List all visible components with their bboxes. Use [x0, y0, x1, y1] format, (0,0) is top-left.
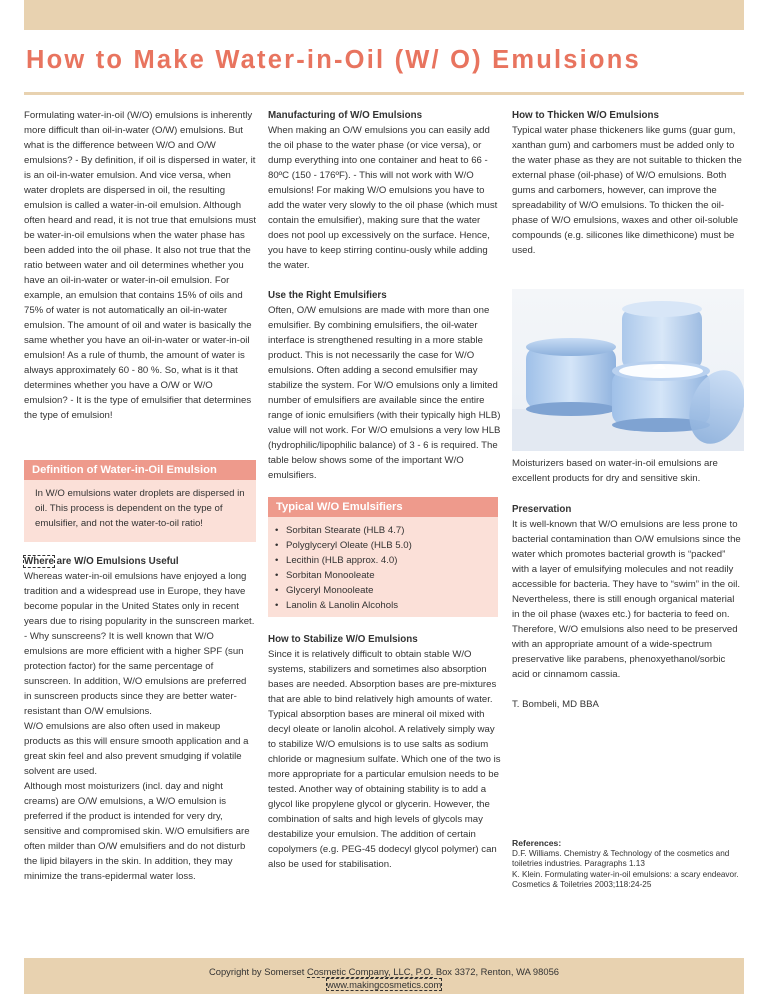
stabilize-text: Since it is relatively difficult to obtain stable W/O systems, stabilizers and sometimes also absorption bases are needed. Absorption bases are pre-mixtures that are able to bind relatively high amounts of water. Typical absorption bases are mineral oil mixed with decyl oleate or lanolin alcohol. A relatively simply way to stabilize W/O emulsions is to use salts as sodium chloride or magnesium sulfate. Which one of the two is more appropriate for a particular emulsion needs to be tested. Another way of obtaining stability is to add a glycol like propylene glycol or glycerin. However, the combination of salts and high levels of glycols may destabilize your emulsion. The addition of certain copolymers (e.g. PEG-45 dodecyl glycol polymer) can also be used for stabilisation.: [268, 649, 501, 870]
copyright-prefix: Copyright by Somerset: [208, 966, 307, 977]
useful-heading-word: Where: [24, 556, 54, 567]
company-name: Cosmetic Company, LLC, P.O.: [306, 966, 434, 977]
references-section: [512, 838, 744, 891]
list-item: • Sorbitan Stearate (HLB 4.7): [275, 523, 498, 538]
stabilize-heading: How to Stabilize W/O Emulsions: [268, 634, 418, 645]
references-heading: References:: [512, 838, 562, 848]
intro-paragraph: Formulating water-in-oil (W/O) emulsions is inherently more difficult than oil-in-water (O/W) emulsions. But what is the difference between W/O and O/W emulsions? - By definition, if oil is dispersed in water, it is an oil-in-water emulsion. And vice versa, when water droplets are dispersed in oil, the resulting emulsion is called a water-in-oil emulsion. Although often heard and read, it is not true that emulsions must be water-in-oil emulsions when the water phase has been added into the oil phase. It also not true that the ratio between water and oil determines whether you have an oil-in-water or water-in-oil emulsion. For example, an emulsion that contains 15% of oils and 75% of water is not automatically an oil-in-water emulsion. The amount of oil and water is basically the same whether you have an oil-in-water or water-in-oil emulsion! As a rule of thumb, the amount of water is always approximately 60 - 80 %. So, what is it that determines whether you have a O/W or W/O emulsion? - It is the type of emulsifier that determines the type of emulsion!: [24, 110, 256, 421]
page-title: How to Make Water-in-Oil (W/ O) Emulsions: [26, 46, 641, 74]
reference-1: D.F. Williams. Chemistry & Technology of the cosmetics and toiletries industries. Paragraphs 1.13: [512, 848, 730, 869]
stabilize-section: [268, 632, 502, 872]
useful-heading-rest: are W/O Emulsions Useful: [53, 556, 179, 567]
jars-illustration: [512, 289, 744, 451]
manufacturing-heading: Manufacturing of W/O Emulsions: [268, 110, 423, 121]
website-link[interactable]: www.makingcosmetics.com: [326, 979, 442, 990]
emulsifiers-heading: Use the Right Emulsifiers: [268, 290, 387, 301]
useful-section: [24, 554, 256, 884]
copyright-address: Box 3372, Renton, WA 98056: [433, 966, 559, 977]
list-item: • Sorbitan Monooleate: [275, 568, 498, 583]
preservation-text: It is well-known that W/O emulsions are less prone to bacterial contamination than O/W emulsions since the water which promotes bacterial growth is “packed” with a layer of emulsifying molecules and not readily accessible for bacteria. They have to “swim” in the oil. Nevertheless, there is still enough organical material in the oil phase (waxes etc.) for bacteria to feed on. Therefore, W/O emulsions also need to be preserved with an appropriate amount of a wide-spectrum preservative like parabens, phenoxyethanol/sorbic acid or cinnamom cassia.: [512, 519, 741, 680]
title-divider: [24, 92, 744, 95]
definition-box: [24, 480, 256, 542]
intro-section: [24, 108, 256, 423]
useful-paragraph-1: Whereas water-in-oil emulsions have enjoyed a long tradition and a widespread use in Europe, they have become popular in the United States only in recent years due to rising popularity in the sunscreen market. - Why sunscreens? It is well known that W/O emulsions are more efficient with a higher SPF (sun protection factor) for the same percentage of sunscreen. In addition, W/O emulsions are preferred in sunscreen products since they are better water-resistant than O/W emulsions.: [24, 571, 255, 717]
useful-heading: [24, 554, 256, 569]
list-item: • Glyceryl Monooleate: [275, 583, 498, 598]
manufacturing-text: When making an O/W emulsions you can easily add the oil phase to the water phase (or vice versa), or dump everything into one container and heat to 66 - 80ºC (150 - 176ºF). - This will not work with W/O emulsions! For making W/O emulsions you have to add the water very slowly to the oil phase (which must contain the emulsifier), making sure that the water does not pool up excessively on the surface. Hence, you have to keep stirring continu-ously while adding the water.: [268, 125, 498, 271]
author-name: T. Bombeli, MD BBA: [512, 699, 599, 710]
copyright-line: [24, 965, 744, 978]
cosmetic-jars-photo: [512, 289, 744, 451]
header-band: [24, 0, 744, 30]
useful-paragraph-2: W/O emulsions are also often used in makeup products as this will ensure smooth application and a great skin feel and also prevent smudging if volatile solvent are used.: [24, 721, 249, 777]
typical-emulsifiers-list: [275, 523, 498, 613]
photo-caption: Moisturizers based on water-in-oil emulsions are excellent products for dry and sensitive skin.: [512, 458, 718, 484]
footer: [24, 965, 744, 991]
typical-emulsifiers-heading: Typical W/O Emulsifiers: [268, 497, 498, 517]
definition-text: In W/O emulsions water droplets are dispersed in oil. This process is dependent on the type of emulsifier, and not the water-to-oil ratio!: [35, 488, 245, 529]
reference-2: K. Klein. Formulating water-in-oil emulsions: a scary endeavor. Cosmetics & Toiletries 2003;118:24-25: [512, 869, 739, 890]
list-item: • Lecithin (HLB approx. 4.0): [275, 553, 498, 568]
emulsifiers-text: Often, O/W emulsions are made with more than one emulsifier. By combining emulsifiers, the oil-water interface is strengthened resulting in a more stable product. This is not necessarily the case for W/O emulsions. Often adding a second emulsifier may stabilize the system. For W/O emulsions only a limited number of emulsifiers are available since the entire range of ionic emulsifiers (with their typically high HLB) value will not work. For W/O emulsions a very low HLB (hydrophilic/lipophilic balance) of 3 - 6 is required. The table below shows some of the important W/O emulsifiers.: [268, 305, 501, 481]
manufacturing-section: [268, 108, 502, 273]
thicken-text: Typical water phase thickeners like gums (guar gum, xanthan gum) and carbomers must be added only to the water phase as they are not suitable to thicken the external phase (oil-phase) of W/O emulsions. Both gums and carbomers, however, can improve the spreadability of W/O emulsions. To thicken the oil-phase of W/O emulsions, waxes and other oil-soluble compounds (e.g. silicones like dimethicone) must be used.: [512, 125, 742, 256]
list-item: • Lanolin & Lanolin Alcohols: [275, 598, 498, 613]
thicken-heading: How to Thicken W/O Emulsions: [512, 110, 659, 121]
preservation-heading: Preservation: [512, 504, 572, 515]
emulsifiers-section: [268, 288, 502, 483]
preservation-section: [512, 502, 744, 712]
useful-paragraph-3: Although most moisturizers (incl. day and night creams) are O/W emulsions, a W/O emulsion is preferred if the product is intended for very dry, sensitive and compromised skin. W/O emulsifiers are often milder than O/W emulsifiers and do not disturb the lipid bilayers in the skin. In addition, they may minimize the trans-epidermal water loss.: [24, 781, 250, 882]
definition-heading: Definition of Water-in-Oil Emulsion: [24, 460, 256, 480]
list-item: • Polyglyceryl Oleate (HLB 5.0): [275, 538, 498, 553]
typical-emulsifiers-box: [268, 517, 498, 617]
thicken-section: [512, 108, 744, 258]
